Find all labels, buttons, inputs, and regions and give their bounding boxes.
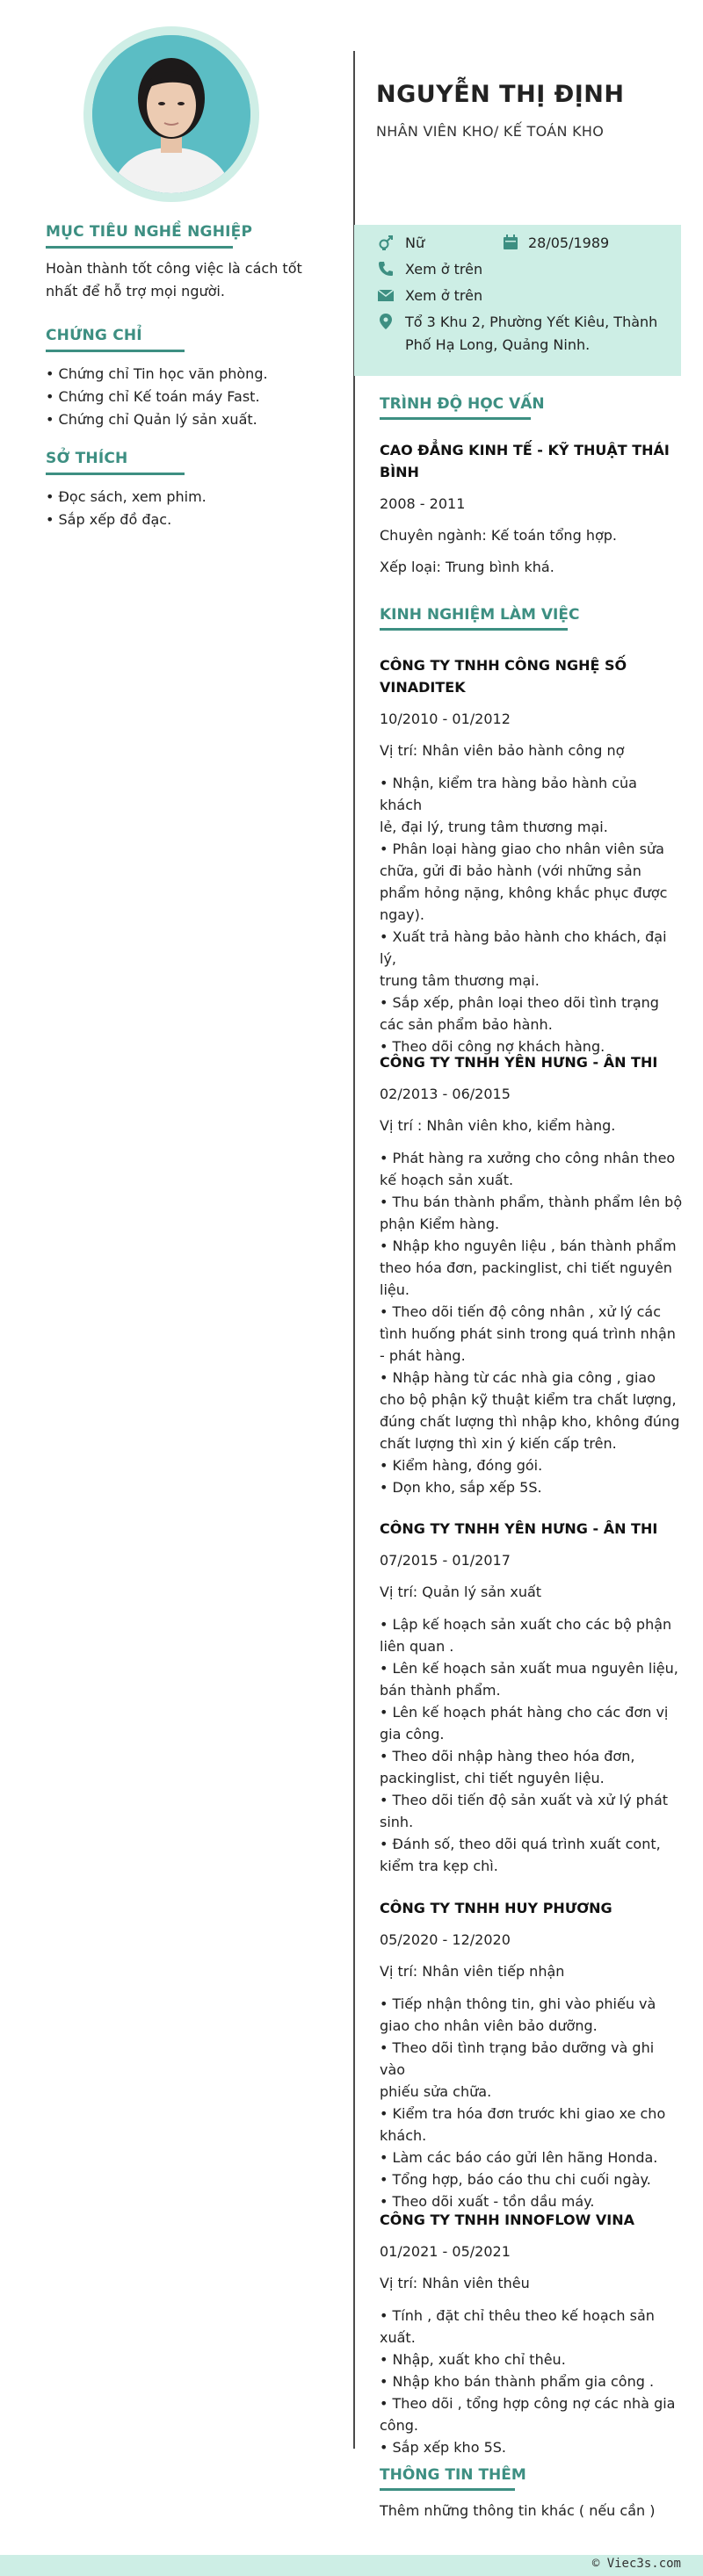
objective-line-1: Hoàn thành tốt công việc là cách tốt bbox=[46, 260, 302, 277]
education-underline bbox=[380, 417, 531, 420]
experience-section bbox=[380, 606, 678, 631]
job-period: 02/2013 - 06/2015 bbox=[380, 1086, 511, 1102]
job-duty-line: chữa, gửi đi bảo hành (với những sản bbox=[380, 862, 641, 879]
additional-text: Thêm những thông tin khác ( nếu cần ) bbox=[380, 2502, 656, 2519]
experience-job bbox=[380, 654, 683, 1057]
job-duty-line: phiếu sửa chữa. bbox=[380, 2083, 492, 2100]
job-duty-line: liệu. bbox=[380, 1281, 409, 1298]
column-divider bbox=[353, 51, 355, 2449]
gender-icon bbox=[377, 234, 395, 251]
calendar-icon bbox=[502, 234, 519, 251]
job-duty-line: • Theo dõi tiến độ sản xuất và xử lý phát bbox=[380, 1792, 669, 1808]
job-duty-line: khách. bbox=[380, 2127, 427, 2144]
experience-job bbox=[380, 2209, 683, 2458]
company-name-line-1: CÔNG TY TNHH CÔNG NGHỆ SỐ bbox=[380, 657, 627, 674]
contact-panel bbox=[354, 225, 681, 376]
certificate-item: • Chứng chỉ Quản lý sản xuất. bbox=[46, 411, 257, 428]
job-duty-line: bán thành phẩm. bbox=[380, 1682, 501, 1699]
job-duty-line: • Phát hàng ra xưởng cho công nhân theo bbox=[380, 1150, 676, 1166]
hobbies-section bbox=[46, 450, 314, 531]
education-title: TRÌNH ĐỘ HỌC VẤN bbox=[380, 395, 545, 413]
education-section bbox=[380, 395, 678, 578]
phone-value: Xem ở trên bbox=[405, 261, 483, 278]
hobby-item: • Đọc sách, xem phim. bbox=[46, 488, 207, 505]
hobbies-title: SỞ THÍCH bbox=[46, 450, 128, 467]
dob-value: 28/05/1989 bbox=[528, 235, 610, 251]
education-rank: Xếp loại: Trung bình khá. bbox=[380, 559, 554, 575]
experience-title: KINH NGHIỆM LÀM VIỆC bbox=[380, 606, 580, 624]
school-name-line-2: BÌNH bbox=[380, 464, 419, 480]
job-period: 10/2010 - 01/2012 bbox=[380, 711, 511, 727]
job-duty-line: • Tổng hợp, báo cáo thu chi cuối ngày. bbox=[380, 2171, 651, 2188]
job-duty-line: • Theo dõi nhập hàng theo hóa đơn, bbox=[380, 1748, 635, 1764]
certificates-underline bbox=[46, 350, 185, 352]
company-name-line-1: CÔNG TY TNHH YÊN HƯNG - ÂN THI bbox=[380, 1520, 658, 1537]
job-duty-line: • Nhận, kiểm tra hàng bảo hành của khách bbox=[380, 775, 637, 813]
job-duty-line: • Dọn kho, sắp xếp 5S. bbox=[380, 1479, 542, 1496]
job-duty-line: ngay). bbox=[380, 906, 424, 923]
job-period: 05/2020 - 12/2020 bbox=[380, 1931, 511, 1948]
job-duty-line: • Theo dõi tình trạng bảo dưỡng và ghi vào bbox=[380, 2039, 655, 2078]
job-duty-line: gia công. bbox=[380, 1726, 445, 1743]
additional-underline bbox=[380, 2488, 515, 2491]
objective-line-2: nhất để hỗ trợ mọi người. bbox=[46, 283, 225, 299]
job-duty-line: phận Kiểm hàng. bbox=[380, 1216, 500, 1232]
objective-underline bbox=[46, 246, 233, 249]
address-line-2: Phố Hạ Long, Quảng Ninh. bbox=[405, 336, 591, 353]
job-position: Vị trí: Nhân viên tiếp nhận bbox=[380, 1963, 565, 1980]
email-value: Xem ở trên bbox=[405, 287, 483, 304]
job-duty-line: cho bộ phận kỹ thuật kiểm tra chất lượng, bbox=[380, 1391, 677, 1408]
footer-copyright[interactable]: © Viec3s.com bbox=[591, 2557, 681, 2571]
experience-job bbox=[380, 1051, 683, 1498]
job-duty-line: chất lượng thì xin ý kiến cấp trên. bbox=[380, 1435, 617, 1452]
address-line-1: Tổ 3 Khu 2, Phường Yết Kiêu, Thành bbox=[405, 314, 658, 330]
additional-section bbox=[380, 2466, 678, 2522]
job-duty-line: • Nhập, xuất kho chỉ thêu. bbox=[380, 2351, 566, 2368]
objective-title: MỤC TIÊU NGHỀ NGHIỆP bbox=[46, 223, 253, 241]
job-duty-line: sinh. bbox=[380, 1814, 414, 1830]
gender-value: Nữ bbox=[405, 235, 425, 251]
job-duty-line: • Theo dõi xuất - tồn dầu máy. bbox=[380, 2193, 595, 2210]
job-position: Vị trí: Nhân viên thêu bbox=[380, 2275, 530, 2291]
hobby-item: • Sắp xếp đồ đạc. bbox=[46, 511, 172, 528]
job-duty-line: xuất. bbox=[380, 2329, 416, 2346]
job-duty-line: • Kiểm tra hóa đơn trước khi giao xe cho bbox=[380, 2105, 666, 2122]
job-duty-line: • Theo dõi tiến độ công nhân , xử lý các bbox=[380, 1303, 661, 1320]
job-position: Vị trí : Nhân viên kho, kiểm hàng. bbox=[380, 1117, 616, 1134]
job-duty-line: • Lên kế hoạch sản xuất mua nguyên liệu, bbox=[380, 1660, 678, 1677]
avatar-photo bbox=[92, 35, 250, 193]
certificates-title: CHỨNG CHỈ bbox=[46, 327, 142, 344]
job-title: NHÂN VIÊN KHO/ KẾ TOÁN KHO bbox=[376, 123, 605, 140]
job-duty-line: liên quan . bbox=[380, 1638, 454, 1655]
job-duty-line: • Lập kế hoạch sản xuất cho các bộ phận bbox=[380, 1616, 672, 1633]
company-name-line-1: CÔNG TY TNHH YÊN HƯNG - ÂN THI bbox=[380, 1054, 658, 1071]
job-duty-line: • Đánh số, theo dõi quá trình xuất cont, bbox=[380, 1836, 661, 1852]
full-name: NGUYỄN THỊ ĐỊNH bbox=[376, 81, 625, 108]
education-major: Chuyên ngành: Kế toán tổng hợp. bbox=[380, 527, 617, 544]
job-duty-line: theo hóa đơn, packinglist, chi tiết nguyên bbox=[380, 1259, 672, 1276]
job-duty-line: • Làm các báo cáo gửi lên hãng Honda. bbox=[380, 2149, 658, 2166]
job-duty-line: kế hoạch sản xuất. bbox=[380, 1172, 514, 1188]
job-duty-line: • Phân loại hàng giao cho nhân viên sửa bbox=[380, 841, 664, 857]
job-duty-line: • Theo dõi công nợ khách hàng. bbox=[380, 1038, 605, 1055]
job-duty-line: packinglist, chi tiết nguyên liệu. bbox=[380, 1770, 605, 1786]
job-position: Vị trí: Quản lý sản xuất bbox=[380, 1584, 542, 1600]
company-name-line-1: CÔNG TY TNHH INNOFLOW VINA bbox=[380, 2212, 634, 2228]
job-position: Vị trí: Nhân viên bảo hành công nợ bbox=[380, 742, 625, 759]
person-photo-icon bbox=[92, 35, 250, 193]
job-period: 01/2021 - 05/2021 bbox=[380, 2243, 511, 2260]
job-duty-line: • Tính , đặt chỉ thêu theo kế hoạch sản bbox=[380, 2307, 655, 2324]
job-duty-line: • Theo dõi , tổng hợp công nợ các nhà gia bbox=[380, 2395, 676, 2412]
job-duty-line: lẻ, đại lý, trung tâm thương mại. bbox=[380, 819, 608, 835]
experience-underline bbox=[380, 628, 568, 631]
job-duty-line: • Thu bán thành phẩm, thành phẩm lên bộ bbox=[380, 1194, 683, 1210]
objective-section bbox=[46, 223, 314, 303]
certificate-item: • Chứng chỉ Kế toán máy Fast. bbox=[46, 388, 260, 405]
additional-title: THÔNG TIN THÊM bbox=[380, 2466, 526, 2484]
job-duty-line: trung tâm thương mại. bbox=[380, 972, 540, 989]
avatar bbox=[83, 26, 259, 202]
job-duty-line: • Sắp xếp kho 5S. bbox=[380, 2439, 506, 2456]
job-duty-line: • Xuất trả hàng bảo hành cho khách, đại lý, bbox=[380, 928, 667, 967]
job-duty-line: đúng chất lượng thì nhập kho, không đúng bbox=[380, 1413, 680, 1430]
job-duty-line: • Sắp xếp, phân loại theo dõi tình trạng bbox=[380, 994, 659, 1011]
education-period: 2008 - 2011 bbox=[380, 495, 466, 512]
job-duty-line: • Nhập kho nguyên liệu , bán thành phẩm bbox=[380, 1237, 677, 1254]
job-duty-line: phẩm hỏng nặng, không khắc phục được bbox=[380, 884, 668, 901]
experience-job bbox=[380, 1518, 683, 1877]
certificates-section bbox=[46, 327, 314, 431]
company-name-line-2: VINADITEK bbox=[380, 679, 466, 696]
job-duty-line: • Lên kế hoạch phát hàng cho các đơn vị bbox=[380, 1704, 669, 1721]
job-duty-line: công. bbox=[380, 2417, 418, 2434]
certificate-item: • Chứng chỉ Tin học văn phòng. bbox=[46, 365, 268, 382]
location-pin-icon bbox=[377, 313, 395, 330]
job-duty-line: • Tiếp nhận thông tin, ghi vào phiếu và bbox=[380, 1995, 656, 2012]
job-duty-line: các sản phẩm bảo hành. bbox=[380, 1016, 553, 1033]
job-duty-line: • Kiểm hàng, đóng gói. bbox=[380, 1457, 543, 1474]
hobbies-underline bbox=[46, 473, 185, 475]
job-period: 07/2015 - 01/2017 bbox=[380, 1552, 511, 1569]
job-duty-line: tình huống phát sinh trong quá trình nhận bbox=[380, 1325, 676, 1342]
job-duty-line: giao cho nhân viên bảo dưỡng. bbox=[380, 2017, 598, 2034]
email-icon bbox=[377, 286, 395, 304]
school-name-line-1: CAO ĐẲNG KINH TẾ - KỸ THUẬT THÁI bbox=[380, 442, 670, 458]
job-duty-line: • Nhập hàng từ các nhà gia công , giao bbox=[380, 1369, 656, 1386]
experience-job bbox=[380, 1897, 683, 2212]
job-duty-line: - phát hàng. bbox=[380, 1347, 466, 1364]
job-duty-line: • Nhập kho bán thành phẩm gia công . bbox=[380, 2373, 655, 2390]
phone-icon bbox=[377, 260, 395, 278]
company-name-line-1: CÔNG TY TNHH HUY PHƯƠNG bbox=[380, 1900, 612, 1916]
job-duty-line: kiểm tra kẹp chì. bbox=[380, 1858, 498, 1874]
